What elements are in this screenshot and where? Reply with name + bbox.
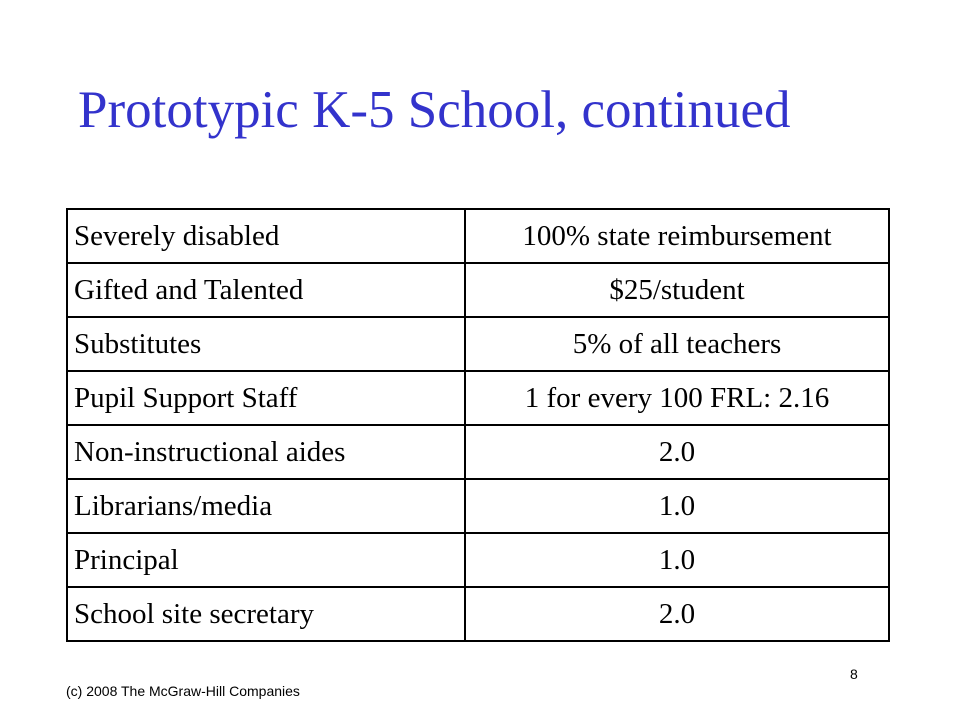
staffing-table xyxy=(66,208,890,642)
row-label: Non-instructional aides xyxy=(67,425,465,479)
table-row xyxy=(67,479,889,533)
table-row xyxy=(67,425,889,479)
table-row xyxy=(67,209,889,263)
row-label: Substitutes xyxy=(67,317,465,371)
slide-title: Prototypic K-5 School, continued xyxy=(78,81,791,139)
row-label: Pupil Support Staff xyxy=(67,371,465,425)
table-row xyxy=(67,263,889,317)
table-row xyxy=(67,587,889,641)
row-label: Gifted and Talented xyxy=(67,263,465,317)
row-value: 5% of all teachers xyxy=(465,317,889,371)
row-value: 1.0 xyxy=(465,533,889,587)
table-row xyxy=(67,371,889,425)
row-label: School site secretary xyxy=(67,587,465,641)
row-label: Librarians/media xyxy=(67,479,465,533)
row-value: 1.0 xyxy=(465,479,889,533)
row-value: 1 for every 100 FRL: 2.16 xyxy=(465,371,889,425)
row-value: 100% state reimbursement xyxy=(465,209,889,263)
page-number: 8 xyxy=(850,666,858,682)
row-value: $25/student xyxy=(465,263,889,317)
table-row xyxy=(67,533,889,587)
row-value: 2.0 xyxy=(465,587,889,641)
table-row xyxy=(67,317,889,371)
footer-copyright: (c) 2008 The McGraw-Hill Companies xyxy=(66,683,300,699)
row-label: Severely disabled xyxy=(67,209,465,263)
row-label: Principal xyxy=(67,533,465,587)
row-value: 2.0 xyxy=(465,425,889,479)
